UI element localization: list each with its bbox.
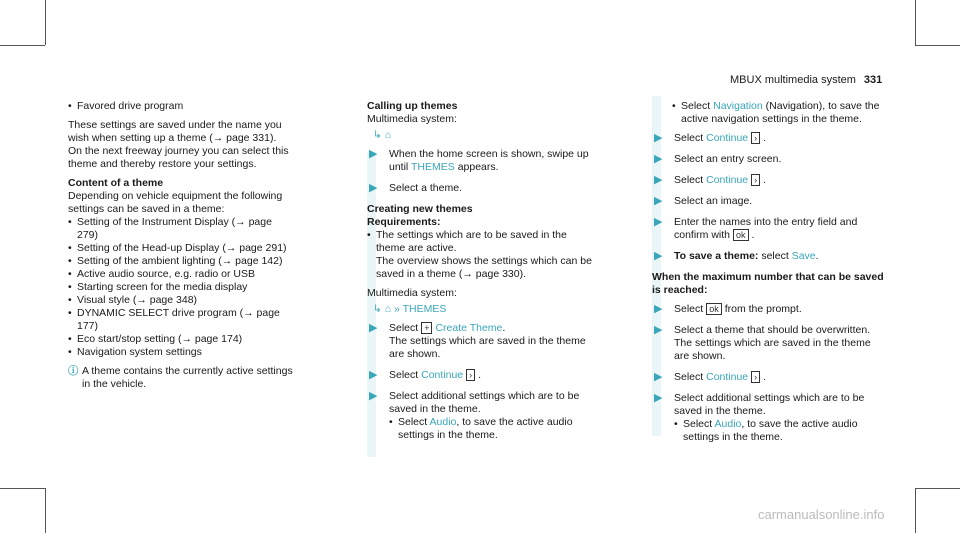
ui-term: Save xyxy=(791,250,816,262)
step xyxy=(367,148,592,174)
crop-mark xyxy=(915,488,916,533)
step-text: Select xyxy=(398,416,428,428)
step-arrow-icon: ▶ xyxy=(654,371,663,383)
double-chevron-icon: » xyxy=(394,303,400,315)
crop-mark xyxy=(915,45,960,46)
step-arrow-icon: ▶ xyxy=(654,250,663,262)
step-arrow-icon: ▶ xyxy=(369,390,378,402)
info-note xyxy=(68,365,293,391)
list-item: • Setting of the Instrument Display (→ page 279) xyxy=(68,216,293,242)
step-text: Select xyxy=(389,322,419,334)
chevron-right-icon: › xyxy=(751,132,760,144)
paragraph: The overview shows the settings which can be saved in a theme (→ page 330). xyxy=(376,255,592,280)
requirements-heading: Requirements: xyxy=(367,216,441,228)
column-3 xyxy=(652,100,884,452)
crop-mark xyxy=(45,488,46,533)
list-item: • Visual style (→ page 348) xyxy=(68,294,293,307)
column-1 xyxy=(68,100,293,391)
step-text: Select a theme. xyxy=(389,182,462,194)
step-arrow-icon: ▶ xyxy=(369,182,378,194)
crop-mark xyxy=(915,488,960,489)
step-text: Select xyxy=(674,174,704,186)
step-text: Select a theme that should be overwritten. The settings which are saved in the theme are shown. xyxy=(674,324,871,362)
header-title: MBUX multimedia system xyxy=(730,74,856,86)
step xyxy=(367,390,592,442)
step: ▶ Enter the names into the entry field and confirm with ok . xyxy=(654,216,858,241)
chevron-right-icon: › xyxy=(751,371,760,383)
step-text: (Navigation), to save the active navigation settings in the theme. xyxy=(681,100,880,125)
list-item: • Eco start/stop setting (→ page 174) xyxy=(68,333,293,346)
ui-term: Continue xyxy=(706,371,749,383)
list-item: • Setting of the Head-up Display (→ page 291) xyxy=(68,242,293,255)
ui-term: Audio xyxy=(429,416,457,428)
list-item: • Setting of the ambient lighting (→ page 142) xyxy=(68,255,293,268)
step-text: select xyxy=(761,250,789,262)
list-item: • The settings which are to be saved in the theme are active. xyxy=(367,229,592,255)
ui-term: Continue xyxy=(421,369,464,381)
home-icon: ⌂ xyxy=(384,303,392,315)
step-text: When the home screen is shown, swipe up until xyxy=(389,148,589,173)
step-text: Select xyxy=(389,369,419,381)
step: ▶ Select Continue › . xyxy=(654,371,767,383)
step-text: Select xyxy=(681,100,711,112)
section-heading: Calling up themes xyxy=(367,100,458,112)
step-arrow-icon: ▶ xyxy=(369,322,378,334)
step: ▶ Select Continue › . xyxy=(654,132,767,144)
step-text: Select additional settings which are to be saved in the theme. xyxy=(389,390,580,415)
watermark: carmanualsonline.info xyxy=(758,507,885,522)
list-item: • DYNAMIC SELECT drive program (→ page 177) xyxy=(68,307,293,333)
section-heading: Content of a theme xyxy=(68,177,164,189)
step-text: Select xyxy=(674,371,704,383)
crop-mark xyxy=(0,45,45,46)
paragraph: Depending on vehicle equipment the following settings can be saved in a theme: xyxy=(68,190,283,215)
path-arrow-icon: ↳ xyxy=(373,303,382,315)
plus-icon: + xyxy=(421,322,432,334)
menu-path xyxy=(367,303,592,316)
step-text: Select an entry screen. xyxy=(674,153,782,165)
step-text: Enter the names into the entry field and confirm with xyxy=(674,216,858,241)
ui-term: Continue xyxy=(706,132,749,144)
step-arrow-icon: ▶ xyxy=(369,148,378,160)
step-text: from the prompt. xyxy=(724,303,802,315)
crop-mark xyxy=(915,0,916,45)
path-arrow-icon: ↳ xyxy=(373,129,382,141)
step-text: , to save the active audio settings in the theme. xyxy=(398,416,573,441)
ui-term: Continue xyxy=(706,174,749,186)
info-icon: ⓘ xyxy=(68,365,79,377)
step xyxy=(367,182,592,195)
system-label: Multimedia system: xyxy=(367,287,457,299)
step-text: The settings which are saved in the theme are shown. xyxy=(389,335,586,360)
step xyxy=(652,195,884,208)
system-label: Multimedia system: xyxy=(367,113,457,125)
chevron-right-icon: › xyxy=(751,174,760,186)
crop-mark xyxy=(45,0,46,45)
list-item xyxy=(389,416,592,442)
ok-key: ok xyxy=(733,229,749,241)
ui-term: Audio xyxy=(714,418,742,430)
step-text: Select additional settings which are to be saved in the theme. xyxy=(674,392,865,417)
list-item: • Navigation system settings xyxy=(68,346,293,359)
path-item: THEMES xyxy=(402,303,447,315)
list-item: • Starting screen for the media display xyxy=(68,281,293,294)
step-text: Select xyxy=(674,303,704,315)
ok-key: ok xyxy=(706,303,722,315)
step-text: Select an image. xyxy=(674,195,753,207)
menu-path xyxy=(367,129,592,142)
column-2 xyxy=(367,100,592,450)
ui-term: Navigation xyxy=(713,100,763,112)
section-heading: Creating new themes xyxy=(367,203,473,215)
paragraph: These settings are saved under the name you wish when setting up a theme (→ page 331). On the next freeway journey you can select this theme and thereby restore your settings. xyxy=(68,119,289,170)
list-item xyxy=(674,418,884,444)
step xyxy=(652,153,884,166)
step: ▶ To save a theme: select Save. xyxy=(654,250,819,262)
step-arrow-icon: ▶ xyxy=(654,216,663,228)
step-arrow-icon: ▶ xyxy=(369,369,378,381)
ui-term: THEMES xyxy=(411,161,455,173)
step-text: appears. xyxy=(457,161,499,173)
ui-term: Create Theme xyxy=(435,322,503,334)
step-arrow-icon: ▶ xyxy=(654,174,663,186)
home-icon: ⌂ xyxy=(384,129,392,141)
list-item: • Active audio source, e.g. radio or USB xyxy=(68,268,293,281)
step-arrow-icon: ▶ xyxy=(654,392,663,404)
page-number: 331 xyxy=(863,74,883,86)
step: ▶ Select + Create Theme. The settings which are saved in the theme are shown. xyxy=(369,322,586,360)
step-arrow-icon: ▶ xyxy=(654,153,663,165)
step-label: To save a theme: xyxy=(674,250,759,262)
step-arrow-icon: ▶ xyxy=(654,303,663,315)
step-text: , to save the active audio settings in the theme. xyxy=(683,418,858,443)
page-header xyxy=(730,74,882,87)
step-arrow-icon: ▶ xyxy=(654,324,663,336)
step-arrow-icon: ▶ xyxy=(654,195,663,207)
section-heading: When the maximum number that can be saved is reached: xyxy=(652,271,884,296)
step xyxy=(652,303,884,316)
step-text: Select xyxy=(683,418,713,430)
step-text: Select xyxy=(674,132,704,144)
list-item xyxy=(672,100,884,126)
crop-mark xyxy=(0,488,45,489)
chevron-right-icon: › xyxy=(466,369,475,381)
note-text: A theme contains the currently active settings in the vehicle. xyxy=(82,365,293,390)
step: ▶ Select Continue › . xyxy=(654,174,767,186)
list-item: • Favored drive program xyxy=(68,100,293,113)
step-arrow-icon: ▶ xyxy=(654,132,663,144)
step: ▶ Select Continue › . xyxy=(369,369,482,381)
step xyxy=(652,392,884,444)
step xyxy=(652,324,884,363)
